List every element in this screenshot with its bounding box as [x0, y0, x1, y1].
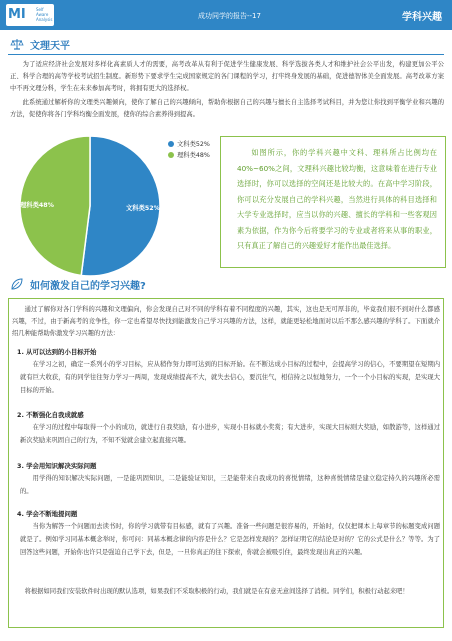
page-title: 学科兴趣 — [402, 12, 442, 23]
brand-logo — [6, 4, 54, 26]
section-heading-balance — [10, 36, 70, 52]
logo-tagline: Self Aware Analysis — [36, 7, 53, 22]
section-title: 如何激发自己的学习兴趣? — [30, 280, 146, 292]
intro-paragraph: 为了适应经济社会发展对多样化高素质人才的需要，高考改革从有利于促进学生健康发展、科学选拔各类人才和维护社会公平出发，构建更加公平公正、科学合理的高等学校考试招生制度。新形势下要求学生完成国家规定的各门课程的学习，打牢终身发展的基础，促进德智体美全面发展。高考改革方案中不再文理分科，学生在未来参加高考时，将拥有更大的选择权。 — [10, 61, 444, 92]
chart-legend — [168, 138, 210, 160]
tip-body: 在学习的过程中每取得一个小的成功，就进行自我奖励，有小进步，实现小目标就小奖赏；有大进步，实现大目标则大奖励，如散游等，这样通过新次奖励来巩固自己的行为，不知不觉就会建立起直接兴趣。 — [20, 424, 440, 444]
tip-heading: 4. 学会不断地提问题 — [17, 510, 78, 518]
logo-mark: MI — [8, 7, 26, 22]
tip-body: 在学习之初，确定一系列小的学习目标，应从稍作努力即可达到的目标开始。在不断达成小目标的过程中，会提高学习的信心，不要期望在短期内就有巨大收获，有的同学往往努力学习一两周，发现成绩提高不大，就失去信心，要沉住气，相信持之以恒地努力，一个一个小目标的实现，是实现大目标的开始。 — [20, 361, 440, 394]
callout-text: 如图所示，你的学科兴趣中文科、理科所占比例均在40%~60%之间，文理科兴趣比较均衡，这意味着在进行专业选择时，你可以选择的空间还是比较大的。在高中学习阶段，你可以充分发展自己的学科兴趣，当然进行具体的科目选择和大学专业选择时，应当以你的兴趣、擅长的学科和一些客观因素为依据，作为你今后将要学习的专业或者将来从事的职业，只有真正了解自己的兴趣爱好才能作出最佳选择。 — [237, 148, 437, 250]
page-header — [0, 0, 452, 30]
legend-swatch — [168, 152, 174, 158]
tip-body: 当你为解答一个问题而去读书时，你的学习就带有目标感，就有了兴趣。准备一些问题是很容易的，开始时，仅仅把课本上每章节的标题变成问题就是了。例如学习同基本概念举时，你可问：同基本概念律的内容是什么？它是怎样发现的？怎样证明它的结论是对的？它的公式是什么？等等。为了回答这些问题，开始你也许只是强迫自己学下去，但是，一旦你真正的往下探索，你就会被吸引住，最终发现出真正的兴趣。 — [20, 523, 440, 556]
tips-intro: 通过了解你对各门学科的兴趣和文理偏向，你会发现自己对不同的学科有着不同程度的兴趣，其实，这也是无可厚非的，毕竟我们很不到对什么都感兴趣，不过，由于新高考的竞争性，你一定也希望尽快找到能激发自己学习兴趣的方法，这样，就能更轻松地面对以后不那么感兴趣的学科了。下面就介绍几种能帮助你激发学习兴趣的方法： — [12, 306, 440, 337]
section-heading-motivation — [10, 276, 146, 292]
analysis-paragraph: 此系统通过解析你的文理类兴趣倾向，使你了解自己的兴趣倾向，帮助你根据自己的兴趣与擅长自主选择考试科目，并为您让你找到平衡学业和兴趣的方法，促使你将各门学科均衡全面发展，使你的综合素养得到提高。 — [10, 99, 444, 118]
analysis-callout — [220, 136, 446, 268]
legend-swatch — [168, 141, 174, 147]
slice-label: 理科类48% — [20, 202, 54, 209]
scales-icon — [10, 37, 24, 51]
legend-item: 文科类52% — [168, 138, 210, 149]
closing-paragraph: 将根据如同我们安装软件时出现的默认选项，如果我们不采取积极的行动，我们就是在有意无意间选择了消极。同学们，积极行动起来吧！ — [24, 588, 409, 595]
leaf-icon — [10, 277, 24, 291]
slice-label: 文科类52% — [126, 205, 160, 212]
report-subtitle: 成功同学的报告--17 — [198, 12, 261, 20]
tip-heading: 3. 学会用知识解决实际问题 — [17, 462, 97, 470]
tip-heading: 2. 不断强化自我成就感 — [17, 411, 84, 419]
tip-heading: 1. 从可以达到的小目标开始 — [17, 348, 97, 356]
section-title: 文理天平 — [30, 40, 70, 52]
tip-body: 用学得的知识解决实际问题，一是能巩固知识，二是能验证知识，三是能带来自我成功的喜悦情绪，这种喜悦情绪是建立稳定持久的兴趣所必需的。 — [20, 475, 440, 495]
section-divider — [8, 54, 444, 55]
legend-item: 理科类48% — [168, 149, 210, 160]
